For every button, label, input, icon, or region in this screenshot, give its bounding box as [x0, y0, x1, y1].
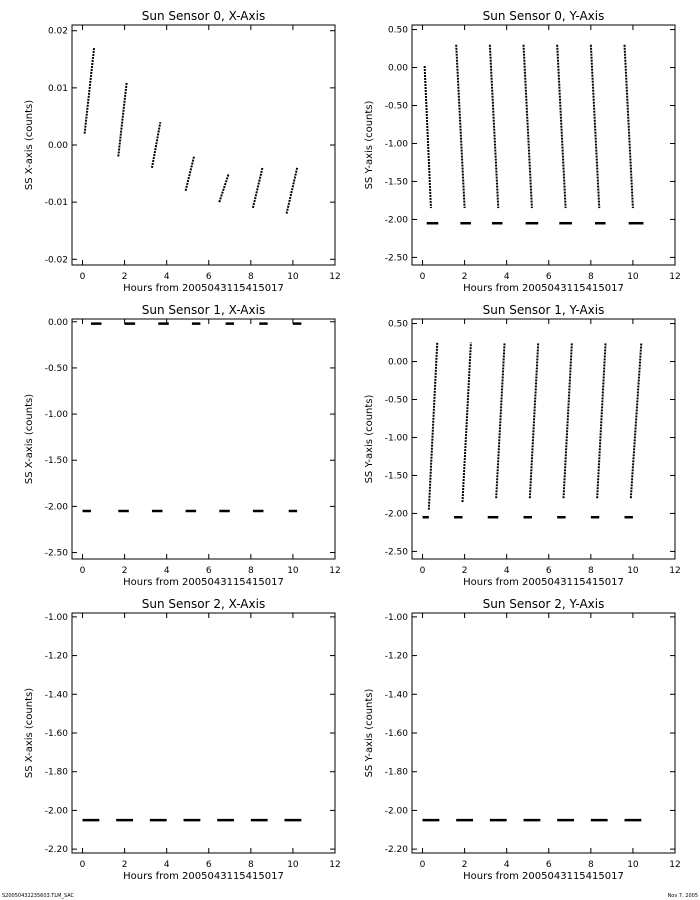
plot-frame [412, 319, 675, 559]
x-tick-label: 12 [329, 272, 341, 282]
y-axis-label: SS Y-axis (counts) [364, 100, 375, 190]
data-trace [591, 45, 599, 208]
y-tick-label: 0.00 [47, 141, 68, 151]
y-tick-label: -1.80 [384, 767, 408, 778]
panel-5 [364, 597, 681, 882]
y-axis-label: SS Y-axis (counts) [364, 394, 375, 484]
data-trace [425, 66, 431, 208]
data-trace [253, 168, 262, 208]
y-tick-label: -2.50 [44, 548, 68, 559]
x-tick-label: 10 [287, 860, 299, 870]
x-tick-label: 0 [79, 566, 86, 576]
y-tick-label: -1.50 [384, 471, 408, 482]
y-tick-label: -2.20 [44, 845, 68, 856]
x-tick-label: 4 [163, 272, 170, 282]
x-tick-label: 10 [287, 272, 299, 282]
x-tick-label: 2 [121, 860, 128, 870]
y-tick-label: -1.00 [384, 433, 408, 444]
y-tick-label: 0.00 [387, 63, 408, 74]
y-tick-label: 0.00 [47, 317, 68, 328]
y-tick-label: -1.20 [44, 651, 68, 662]
x-tick-label: 8 [587, 860, 594, 870]
y-tick-label: -2.00 [44, 806, 68, 817]
chart-title: Sun Sensor 2, X-Axis [141, 597, 266, 611]
y-tick-label: -2.00 [44, 502, 68, 513]
x-tick-label: 6 [205, 272, 212, 282]
y-tick-label: -1.40 [384, 690, 408, 701]
footer-filename: S20050432235603.TLM_SAC [2, 893, 75, 899]
y-tick-label: -1.20 [384, 651, 408, 662]
data-trace [625, 45, 633, 208]
x-tick-label: 2 [121, 566, 128, 576]
x-tick-label: 8 [247, 566, 254, 576]
data-trace [490, 45, 498, 208]
x-axis-label: Hours from 2005043115415017 [463, 871, 624, 882]
x-tick-label: 8 [247, 860, 254, 870]
x-tick-label: 2 [461, 272, 468, 282]
x-tick-label: 2 [121, 272, 128, 282]
y-axis-label: SS Y-axis (counts) [364, 688, 375, 778]
data-trace [152, 122, 160, 168]
y-axis-label: SS X-axis (counts) [24, 687, 35, 779]
x-tick-label: 0 [79, 272, 86, 282]
plot-frame [412, 613, 675, 853]
chart-title: Sun Sensor 0, X-Axis [141, 9, 266, 23]
footer-date: Nov 7, 2005 [667, 893, 698, 899]
y-tick-label: -1.40 [44, 690, 68, 701]
x-tick-label: 8 [247, 272, 254, 282]
x-tick-label: 8 [587, 272, 594, 282]
x-tick-label: 4 [163, 860, 170, 870]
y-tick-label: 0.00 [387, 357, 408, 368]
y-tick-label: -0.50 [384, 395, 408, 406]
chart-title: Sun Sensor 0, Y-Axis [482, 9, 605, 23]
y-tick-label: -0.01 [44, 198, 68, 209]
panel-3 [364, 303, 681, 588]
x-axis-label: Hours from 2005043115415017 [123, 283, 284, 294]
chart-title: Sun Sensor 1, Y-Axis [482, 303, 605, 317]
x-axis-label: Hours from 2005043115415017 [463, 283, 624, 294]
data-trace [462, 343, 470, 502]
data-trace [219, 174, 228, 203]
y-tick-label: -0.02 [44, 255, 68, 266]
y-tick-label: 0.02 [47, 26, 68, 37]
y-tick-label: -2.00 [384, 215, 408, 226]
y-tick-label: -1.60 [384, 729, 408, 739]
x-tick-label: 6 [545, 566, 552, 576]
x-tick-label: 0 [419, 860, 426, 870]
x-tick-label: 2 [461, 566, 468, 576]
x-tick-label: 10 [287, 566, 299, 576]
y-tick-label: 0.50 [387, 25, 408, 36]
x-axis-label: Hours from 2005043115415017 [123, 871, 284, 882]
y-tick-label: -1.00 [384, 612, 408, 623]
x-tick-label: 0 [419, 566, 426, 576]
x-tick-label: 4 [503, 860, 510, 870]
x-tick-label: 6 [205, 566, 212, 576]
x-tick-label: 4 [503, 566, 510, 576]
y-axis-label: SS X-axis (counts) [24, 393, 35, 485]
x-axis-label: Hours from 2005043115415017 [123, 577, 284, 588]
y-tick-label: -1.00 [384, 139, 408, 150]
x-tick-label: 12 [329, 566, 341, 576]
panel-1 [364, 9, 681, 294]
data-trace [456, 45, 464, 208]
y-tick-label: -1.80 [44, 767, 68, 778]
data-trace [118, 82, 126, 156]
data-trace [524, 45, 532, 208]
x-tick-label: 6 [545, 272, 552, 282]
data-trace [530, 343, 538, 499]
data-trace [186, 156, 194, 190]
y-tick-label: -2.00 [384, 509, 408, 520]
y-axis-label: SS X-axis (counts) [24, 99, 35, 191]
plot-frame [412, 25, 675, 265]
x-tick-label: 6 [205, 860, 212, 870]
x-tick-label: 10 [627, 272, 639, 282]
x-axis-label: Hours from 2005043115415017 [463, 577, 624, 588]
panel-0 [24, 9, 341, 294]
data-trace [557, 45, 565, 208]
x-tick-label: 10 [627, 860, 639, 870]
data-trace [496, 343, 504, 499]
y-tick-label: -0.50 [44, 363, 68, 374]
chart-title: Sun Sensor 2, Y-Axis [482, 597, 605, 611]
x-tick-label: 12 [669, 272, 681, 282]
y-tick-label: -2.20 [384, 845, 408, 856]
x-tick-label: 12 [669, 860, 681, 870]
data-trace [85, 48, 94, 134]
y-tick-label: -1.00 [44, 612, 68, 623]
chart-title: Sun Sensor 1, X-Axis [141, 303, 266, 317]
data-trace [429, 343, 437, 510]
y-tick-label: -2.50 [384, 547, 408, 558]
x-tick-label: 12 [329, 860, 341, 870]
y-tick-label: 0.01 [47, 83, 68, 94]
x-tick-label: 0 [79, 860, 86, 870]
plot-frame [72, 613, 335, 853]
x-tick-label: 6 [545, 860, 552, 870]
x-tick-label: 4 [503, 272, 510, 282]
x-tick-label: 2 [461, 860, 468, 870]
y-tick-label: -1.50 [384, 177, 408, 188]
y-tick-label: -0.50 [384, 101, 408, 112]
data-trace [287, 168, 298, 214]
y-tick-label: -1.50 [44, 456, 68, 467]
panel-4 [24, 597, 341, 882]
plot-frame [72, 25, 335, 265]
data-trace [631, 343, 642, 499]
y-tick-label: -2.50 [384, 253, 408, 264]
plot-frame [72, 319, 335, 559]
x-tick-label: 8 [587, 566, 594, 576]
y-tick-label: -1.00 [44, 410, 68, 421]
x-tick-label: 0 [419, 272, 426, 282]
panel-2 [24, 303, 341, 588]
x-tick-label: 4 [163, 566, 170, 576]
x-tick-label: 12 [669, 566, 681, 576]
y-tick-label: -1.60 [44, 729, 68, 739]
data-trace [597, 343, 605, 499]
data-trace [563, 343, 571, 499]
y-tick-label: -2.00 [384, 806, 408, 817]
x-tick-label: 10 [627, 566, 639, 576]
y-tick-label: 0.50 [387, 319, 408, 330]
